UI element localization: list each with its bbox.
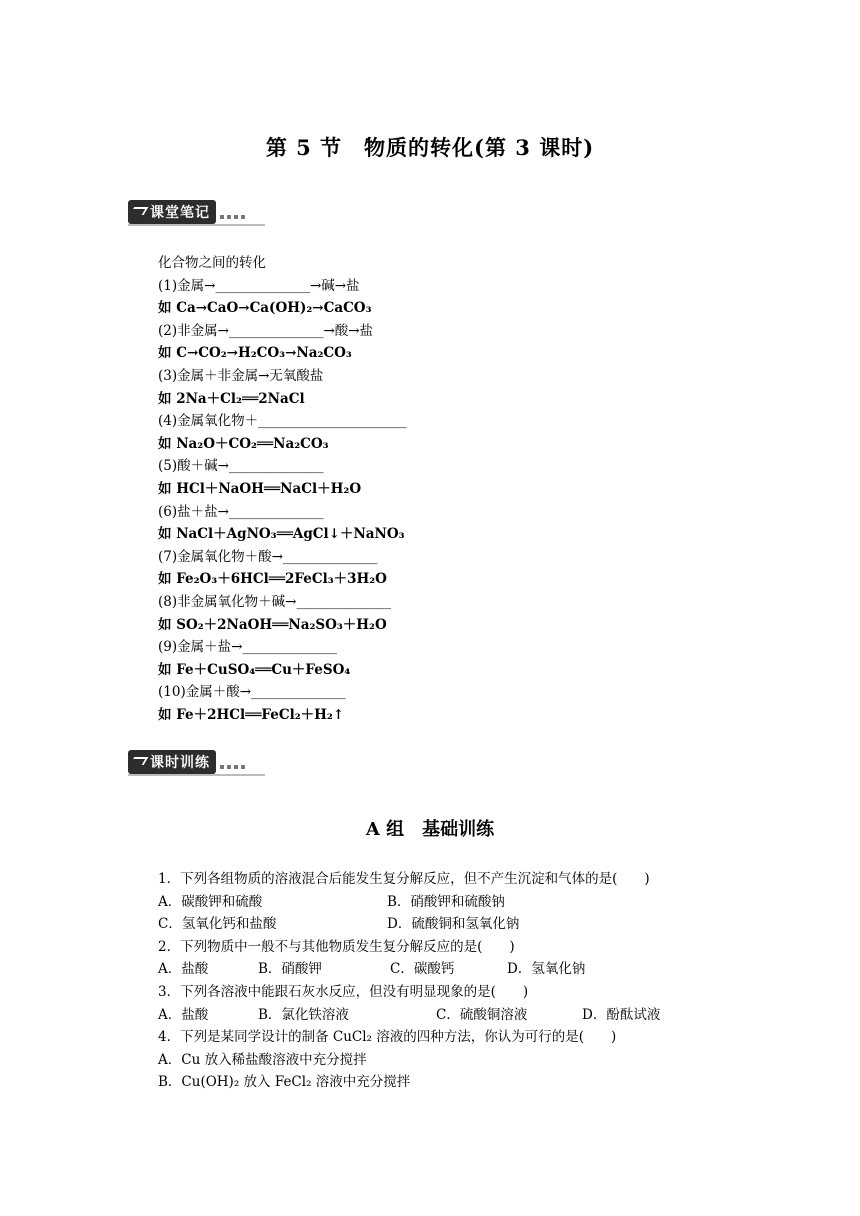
option-b: B．氯化铁溶液 [258,1006,349,1023]
answer-blank: ______________ [228,322,324,339]
example-equation: 如 Fe＋CuSO₄══Cu＋FeSO₄ [158,661,351,678]
example-equation: 如 NaCl＋AgNO₃══AgCl↓＋NaNO₃ [158,526,405,543]
conversion-rule [158,455,407,478]
rule-text: (10)金属＋酸→ [158,684,252,701]
option-a: A．盐酸 [158,1006,209,1023]
question-1-options-ab [158,891,758,914]
rule-text-tail: →酸→盐 [323,322,374,339]
example-equation: 如 C→CO₂→H₂CO₃→Na₂CO₃ [158,345,352,362]
banner-rule [128,774,265,776]
conversion-rule [158,636,407,659]
option-a: A．碳酸钾和硫酸 [158,893,263,910]
notes-lines [158,275,407,727]
banner-decoration [220,755,245,769]
option-b: B．Cu(OH)₂ 放入 FeCl₂ 溶液中充分搅拌 [158,1074,411,1091]
answer-blank: ______________ [228,458,324,475]
banner-lesson-training [128,750,245,774]
answer-blank: ______________ [242,639,337,656]
question-3-options [158,1004,758,1027]
conversion-rule [158,681,407,704]
option-d: D．硫酸铜和氢氧化钠 [387,916,520,933]
questions-block [158,868,758,1094]
rule-text: (7)金属氧化物＋酸→ [158,548,283,565]
rule-text: (2)非金属→ [158,322,229,339]
section-title: A 组 基础训练 [365,819,495,840]
option-d: D．酚酞试液 [582,1006,661,1023]
conversion-rule [158,320,407,343]
option-c: C．碳酸钙 [390,961,455,978]
example-equation: 如 HCl＋NaOH══NaCl＋H₂O [158,480,362,497]
option-c: C．硫酸铜溶液 [436,1006,528,1023]
page-title: 第 5 节 物质的转化(第 3 课时) [265,135,595,160]
rule-text-tail: →碱→盐 [309,277,360,294]
option-a: A．Cu 放入稀盐酸溶液中充分搅拌 [158,1051,367,1068]
conversion-rule [158,410,407,433]
conversion-rule [158,591,407,614]
answer-blank: ______________ [296,593,391,610]
question-2-options [158,958,758,981]
rule-text: (1)金属→ [158,277,216,294]
notes-block [158,252,407,726]
conversion-rule [158,501,407,524]
option-a: A．盐酸 [158,961,209,978]
conversion-rule [158,275,407,298]
banner-rule [128,224,265,226]
example-equation: 如 SO₂＋2NaOH══Na₂SO₃＋H₂O [158,616,387,633]
notes-heading: 化合物之间的转化 [158,255,266,271]
question-1-stem: 1．下列各组物质的溶液混合后能发生复分解反应，但不产生沉淀和气体的是( ) [158,871,650,887]
rule-text: (8)非金属氧化物＋碱→ [158,593,297,610]
option-b: B．硝酸钾 [258,961,322,978]
banner-label: 课时训练 [128,750,216,774]
banner-class-notes [128,200,245,224]
banner-decoration [220,205,245,219]
rule-text: (3)金属＋非金属→无氧酸盐 [158,367,324,384]
answer-blank: ______________ [215,277,310,294]
banner-label: 课堂笔记 [128,200,216,224]
option-b: B．硝酸钾和硫酸钠 [387,893,505,910]
option-c: C．氢氧化钙和盐酸 [158,916,277,933]
rule-text: (4)金属氧化物＋ [158,413,259,430]
rule-text: (5)酸＋碱→ [158,458,229,475]
question-4-stem: 4．下列是某同学设计的制备 CuCl₂ 溶液的四种方法，你认为可行的是( ) [158,1029,617,1046]
example-equation: 如 Ca→CaO→Ca(OH)₂→CaCO₃ [158,300,372,317]
answer-blank: ______________ [282,548,378,565]
question-3-stem: 3．下列各溶液中能跟石灰水反应，但没有明显现象的是( ) [158,983,529,1000]
conversion-rule [158,365,407,388]
example-equation: 如 Na₂O＋CO₂══Na₂CO₃ [158,435,329,452]
example-equation: 如 2Na＋Cl₂══2NaCl [158,390,305,407]
answer-blank: ______________ [251,684,346,701]
question-2-stem: 2．下列物质中一般不与其他物质发生复分解反应的是( ) [158,938,515,955]
answer-blank: ______________________ [258,413,407,430]
answer-blank: ______________ [228,503,324,520]
option-d: D．氢氧化钠 [507,961,586,978]
example-equation: 如 Fe＋2HCl══FeCl₂＋H₂↑ [158,706,345,723]
question-1-options-cd [158,913,758,936]
conversion-rule [158,546,407,569]
rule-text: (9)金属＋盐→ [158,639,243,656]
example-equation: 如 Fe₂O₃＋6HCl══2FeCl₃＋3H₂O [158,571,387,588]
rule-text: (6)盐＋盐→ [158,503,229,520]
